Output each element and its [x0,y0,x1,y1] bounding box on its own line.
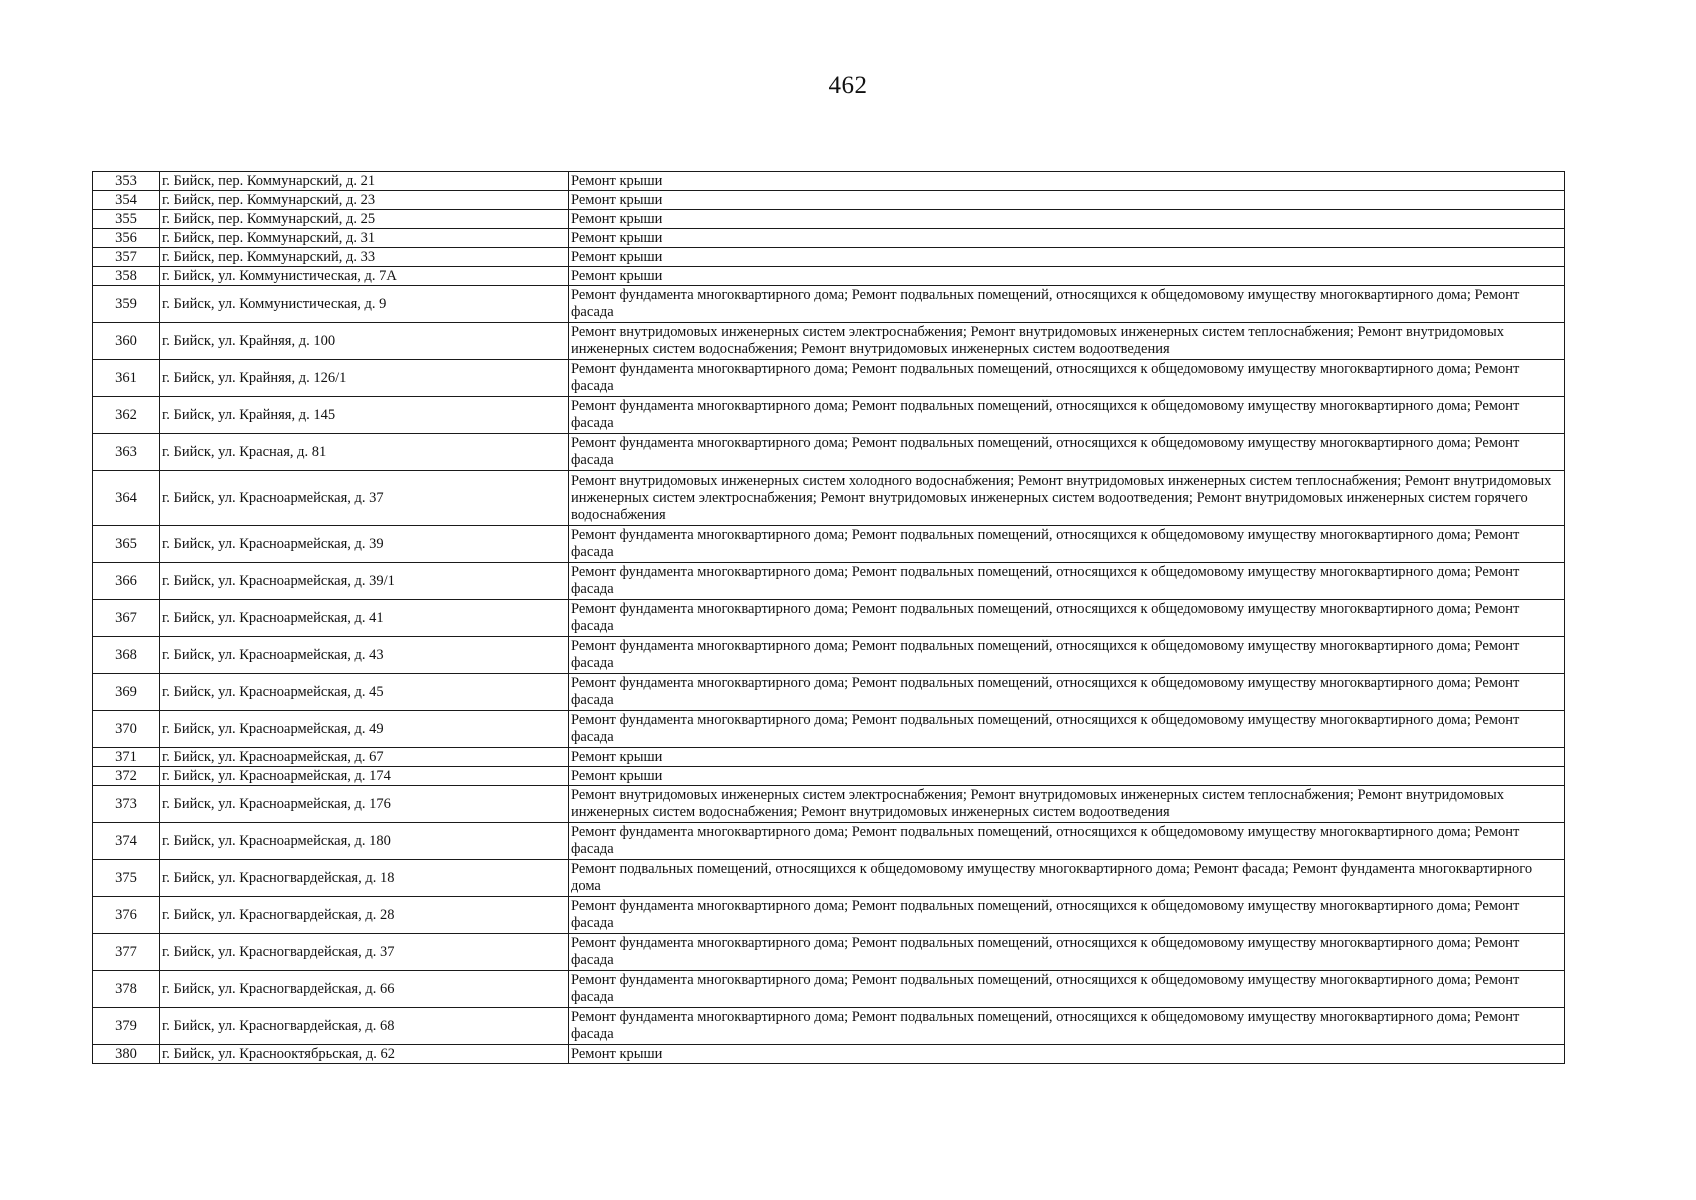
repair-work-cell: Ремонт фундамента многоквартирного дома; Ремонт подвальных помещений, относящихся к общедомовому имуществу многоквартирного дома; Ремонт фасада [569,360,1565,397]
table-row [93,748,1565,767]
address-cell: г. Бийск, ул. Красная, д. 81 [160,434,569,471]
table-row [93,786,1565,823]
row-number-cell: 364 [93,471,160,526]
repair-work-cell: Ремонт крыши [569,248,1565,267]
address-cell: г. Бийск, ул. Красноармейская, д. 49 [160,711,569,748]
repair-work-cell: Ремонт внутридомовых инженерных систем холодного водоснабжения; Ремонт внутридомовых инженерных систем теплоснабжения; Ремонт внутридомовых инженерных систем электроснабжения; Ремонт внутридомовых инженерных систем водоотведения; Ремонт внутридомовых инженерных систем горячего водоснабжения [569,471,1565,526]
address-cell: г. Бийск, ул. Красногвардейская, д. 66 [160,971,569,1008]
repair-work-cell: Ремонт крыши [569,748,1565,767]
repair-work-cell: Ремонт фундамента многоквартирного дома; Ремонт подвальных помещений, относящихся к общедомовому имуществу многоквартирного дома; Ремонт фасада [569,823,1565,860]
table-row [93,471,1565,526]
table-row [93,767,1565,786]
repair-work-cell: Ремонт крыши [569,191,1565,210]
address-cell: г. Бийск, ул. Красноармейская, д. 180 [160,823,569,860]
table-row [93,210,1565,229]
repair-work-cell: Ремонт фундамента многоквартирного дома; Ремонт подвальных помещений, относящихся к общедомовому имуществу многоквартирного дома; Ремонт фасада [569,674,1565,711]
repair-work-cell: Ремонт внутридомовых инженерных систем электроснабжения; Ремонт внутридомовых инженерных систем теплоснабжения; Ремонт внутридомовых инженерных систем водоснабжения; Ремонт внутридомовых инженерных систем водоотведения [569,786,1565,823]
table-row [93,191,1565,210]
address-cell: г. Бийск, ул. Красногвардейская, д. 18 [160,860,569,897]
repair-work-cell: Ремонт фундамента многоквартирного дома; Ремонт подвальных помещений, относящихся к общедомовому имуществу многоквартирного дома; Ремонт фасада [569,600,1565,637]
address-cell: г. Бийск, ул. Крайняя, д. 145 [160,397,569,434]
repair-work-cell: Ремонт крыши [569,767,1565,786]
address-cell: г. Бийск, ул. Крайняя, д. 100 [160,323,569,360]
address-cell: г. Бийск, ул. Красногвардейская, д. 68 [160,1008,569,1045]
repair-work-cell: Ремонт фундамента многоквартирного дома; Ремонт подвальных помещений, относящихся к общедомовому имуществу многоквартирного дома; Ремонт фасада [569,434,1565,471]
table-row [93,323,1565,360]
row-number-cell: 379 [93,1008,160,1045]
repair-work-cell: Ремонт крыши [569,210,1565,229]
table-row [93,1045,1565,1064]
row-number-cell: 371 [93,748,160,767]
address-cell: г. Бийск, ул. Красноармейская, д. 37 [160,471,569,526]
table-row [93,397,1565,434]
row-number-cell: 359 [93,286,160,323]
table-row [93,434,1565,471]
table-row [93,526,1565,563]
address-cell: г. Бийск, пер. Коммунарский, д. 31 [160,229,569,248]
address-cell: г. Бийск, пер. Коммунарский, д. 33 [160,248,569,267]
row-number-cell: 360 [93,323,160,360]
row-number-cell: 357 [93,248,160,267]
address-cell: г. Бийск, пер. Коммунарский, д. 23 [160,191,569,210]
address-cell: г. Бийск, пер. Коммунарский, д. 25 [160,210,569,229]
address-cell: г. Бийск, ул. Краснооктябрьская, д. 62 [160,1045,569,1064]
repair-work-cell: Ремонт фундамента многоквартирного дома; Ремонт подвальных помещений, относящихся к общедомовому имуществу многоквартирного дома; Ремонт фасада [569,637,1565,674]
table-row [93,172,1565,191]
table-row [93,248,1565,267]
repair-work-cell: Ремонт подвальных помещений, относящихся к общедомовому имуществу многоквартирного дома; Ремонт фасада; Ремонт фундамента многоквартирного дома [569,860,1565,897]
row-number-cell: 375 [93,860,160,897]
row-number-cell: 377 [93,934,160,971]
table-body [93,172,1565,1064]
address-cell: г. Бийск, ул. Красноармейская, д. 39 [160,526,569,563]
address-cell: г. Бийск, пер. Коммунарский, д. 21 [160,172,569,191]
table-row [93,897,1565,934]
address-cell: г. Бийск, ул. Красноармейская, д. 45 [160,674,569,711]
address-cell: г. Бийск, ул. Красноармейская, д. 67 [160,748,569,767]
row-number-cell: 376 [93,897,160,934]
table-row [93,267,1565,286]
table-row [93,971,1565,1008]
row-number-cell: 355 [93,210,160,229]
row-number-cell: 365 [93,526,160,563]
repair-work-cell: Ремонт фундамента многоквартирного дома; Ремонт подвальных помещений, относящихся к общедомовому имуществу многоквартирного дома; Ремонт фасада [569,971,1565,1008]
repair-work-cell: Ремонт фундамента многоквартирного дома; Ремонт подвальных помещений, относящихся к общедомовому имуществу многоквартирного дома; Ремонт фасада [569,397,1565,434]
address-cell: г. Бийск, ул. Красноармейская, д. 39/1 [160,563,569,600]
table-row [93,360,1565,397]
repair-work-cell: Ремонт крыши [569,229,1565,248]
table-row [93,823,1565,860]
row-number-cell: 354 [93,191,160,210]
table-row [93,637,1565,674]
table-row [93,286,1565,323]
row-number-cell: 358 [93,267,160,286]
address-cell: г. Бийск, ул. Крайняя, д. 126/1 [160,360,569,397]
repair-work-cell: Ремонт фундамента многоквартирного дома; Ремонт подвальных помещений, относящихся к общедомовому имуществу многоквартирного дома; Ремонт фасада [569,934,1565,971]
address-cell: г. Бийск, ул. Красноармейская, д. 41 [160,600,569,637]
repair-work-cell: Ремонт фундамента многоквартирного дома; Ремонт подвальных помещений, относящихся к общедомовому имуществу многоквартирного дома; Ремонт фасада [569,1008,1565,1045]
repair-work-cell: Ремонт крыши [569,172,1565,191]
address-cell: г. Бийск, ул. Красноармейская, д. 176 [160,786,569,823]
row-number-cell: 372 [93,767,160,786]
row-number-cell: 362 [93,397,160,434]
address-cell: г. Бийск, ул. Красноармейская, д. 43 [160,637,569,674]
row-number-cell: 361 [93,360,160,397]
address-cell: г. Бийск, ул. Красногвардейская, д. 28 [160,897,569,934]
address-cell: г. Бийск, ул. Красноармейская, д. 174 [160,767,569,786]
table-row [93,934,1565,971]
address-cell: г. Бийск, ул. Коммунистическая, д. 9 [160,286,569,323]
row-number-cell: 373 [93,786,160,823]
row-number-cell: 353 [93,172,160,191]
row-number-cell: 380 [93,1045,160,1064]
row-number-cell: 366 [93,563,160,600]
repair-work-cell: Ремонт внутридомовых инженерных систем электроснабжения; Ремонт внутридомовых инженерных систем теплоснабжения; Ремонт внутридомовых инженерных систем водоснабжения; Ремонт внутридомовых инженерных систем водоотведения [569,323,1565,360]
repair-program-table [92,171,1565,1064]
repair-work-cell: Ремонт фундамента многоквартирного дома; Ремонт подвальных помещений, относящихся к общедомовому имуществу многоквартирного дома; Ремонт фасада [569,526,1565,563]
repair-work-cell: Ремонт фундамента многоквартирного дома; Ремонт подвальных помещений, относящихся к общедомовому имуществу многоквартирного дома; Ремонт фасада [569,711,1565,748]
address-cell: г. Бийск, ул. Коммунистическая, д. 7А [160,267,569,286]
repair-work-cell: Ремонт крыши [569,267,1565,286]
table-row [93,1008,1565,1045]
table-row [93,860,1565,897]
row-number-cell: 370 [93,711,160,748]
row-number-cell: 363 [93,434,160,471]
table-row [93,563,1565,600]
row-number-cell: 367 [93,600,160,637]
row-number-cell: 374 [93,823,160,860]
table-row [93,229,1565,248]
repair-work-cell: Ремонт фундамента многоквартирного дома; Ремонт подвальных помещений, относящихся к общедомовому имуществу многоквартирного дома; Ремонт фасада [569,897,1565,934]
table-row [93,600,1565,637]
row-number-cell: 356 [93,229,160,248]
row-number-cell: 368 [93,637,160,674]
repair-work-cell: Ремонт крыши [569,1045,1565,1064]
table-row [93,711,1565,748]
repair-work-cell: Ремонт фундамента многоквартирного дома; Ремонт подвальных помещений, относящихся к общедомовому имуществу многоквартирного дома; Ремонт фасада [569,286,1565,323]
row-number-cell: 369 [93,674,160,711]
row-number-cell: 378 [93,971,160,1008]
address-cell: г. Бийск, ул. Красногвардейская, д. 37 [160,934,569,971]
table-row [93,674,1565,711]
page-number: 462 [828,72,868,99]
repair-work-cell: Ремонт фундамента многоквартирного дома; Ремонт подвальных помещений, относящихся к общедомовому имуществу многоквартирного дома; Ремонт фасада [569,563,1565,600]
